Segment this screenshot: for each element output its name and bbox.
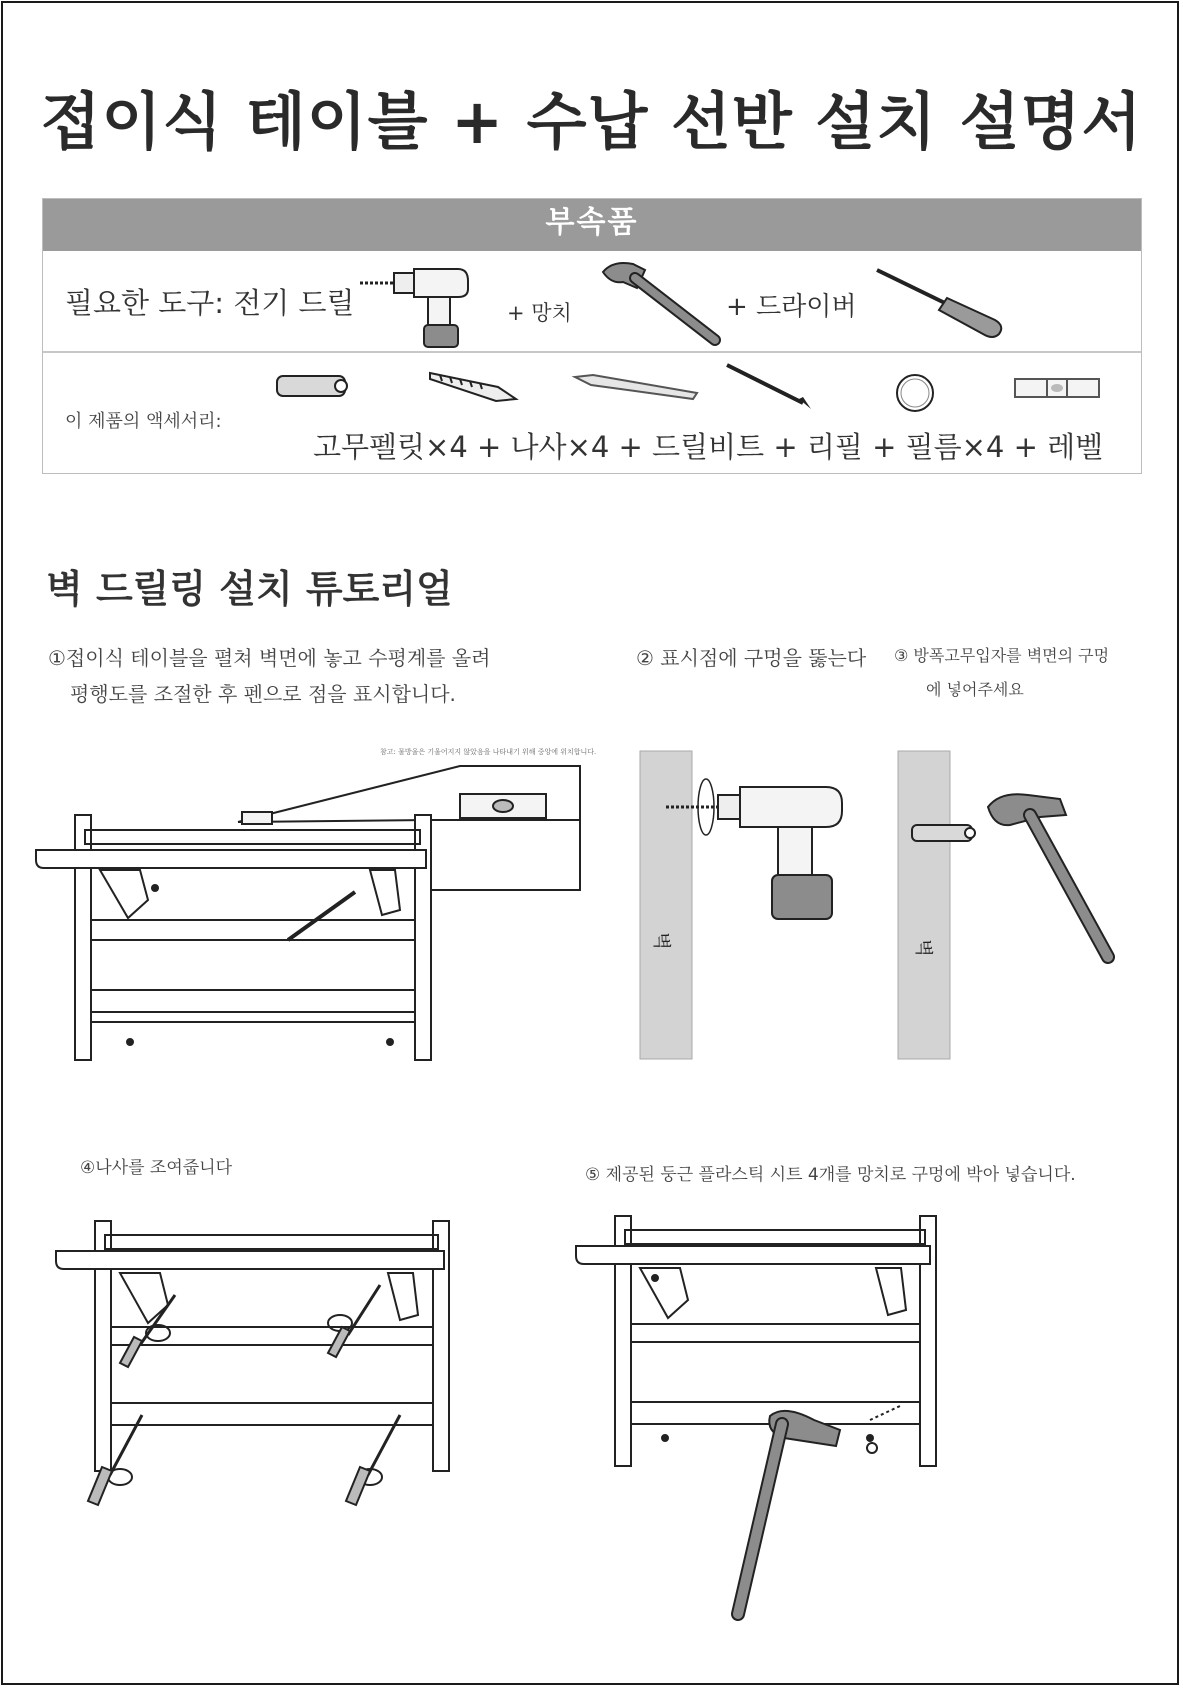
step1-note: 참고: 물방울은 기울어지지 않았음을 나타내기 위해 중앙에 위치합니다. [380, 748, 597, 756]
step2-drill-illustration [630, 745, 860, 1065]
tools-label: 필요한 도구: 전기 드릴 [65, 286, 355, 320]
parts-header: 부속품 [43, 199, 1141, 251]
accessories-label: 이 제품의 액세서리: [65, 411, 222, 432]
tutorial-title: 벽 드릴링 설치 튜토리얼 [46, 567, 453, 611]
page-title: 접이식 테이블 + 수납 선반 설치 설명서 [40, 85, 1143, 158]
step3-line1: ③ 방폭고무입자를 벽면의 구멍 [894, 646, 1110, 665]
step3-line2: 에 넣어주세요 [926, 680, 1024, 699]
accessories-list: 고무펠릿×4 + 나사×4 + 드릴비트 + 리필 + 필름×4 + 레벨 [313, 430, 1104, 464]
rubber-pellet-icon [273, 371, 353, 401]
step1-line2: 평행도를 조절한 후 펜으로 점을 표시합니다. [70, 682, 456, 706]
level-icon [1013, 375, 1103, 401]
film-icon [891, 371, 941, 415]
plus-hammer-label: + 망치 [507, 301, 572, 325]
step3-pellet-illustration [890, 745, 1130, 1065]
step2-text: ② 표시점에 구멍을 뚫는다 [636, 646, 867, 670]
refill-pen-icon [723, 361, 813, 411]
electric-drill-icon [358, 259, 478, 349]
step1-shelf-illustration [30, 760, 590, 1070]
step5-hammer-illustration [570, 1210, 970, 1630]
wall-label-step3: 벽 [912, 939, 934, 957]
step4-text: ④나사를 조여줍니다 [80, 1158, 233, 1178]
screwdriver-icon [873, 264, 1013, 344]
screw-icon [428, 367, 518, 407]
step4-screw-illustration [50, 1215, 460, 1535]
parts-table [42, 198, 1142, 474]
row-divider [43, 351, 1141, 353]
wall-label-step2: 벽 [650, 932, 672, 950]
drill-bit-icon [573, 371, 703, 401]
hammer-icon [593, 254, 733, 349]
step1-line1: ①접이식 테이블을 펼쳐 벽면에 놓고 수평계를 올려 [48, 646, 491, 670]
step5-text: ⑤ 제공된 둥근 플라스틱 시트 4개를 망치로 구멍에 박아 넣습니다. [585, 1165, 1076, 1185]
plus-screwdriver-label: + 드라이버 [726, 292, 857, 322]
